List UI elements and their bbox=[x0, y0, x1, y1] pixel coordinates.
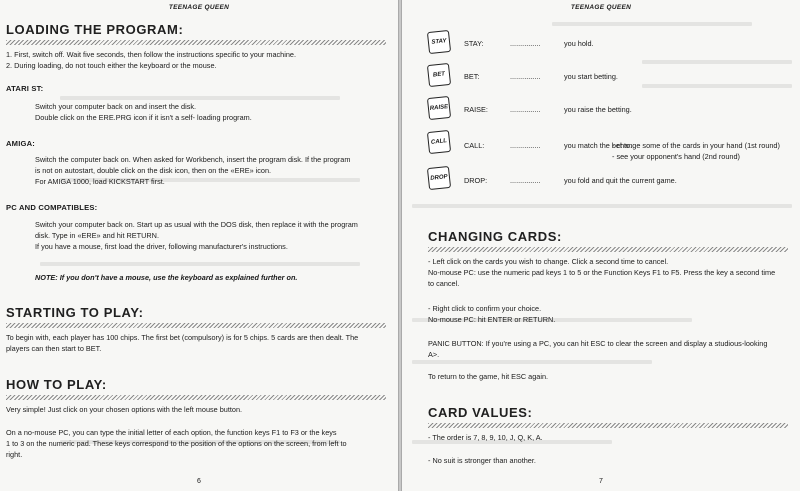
changing-line-2: No-mouse PC: use the numeric pad keys 1 to 5 or the Function Keys F1 to F5. Press the key a second time bbox=[428, 267, 776, 277]
starting-line-1: To begin with, each player has 100 chips. The first bet (compulsory) is for 5 chips. 5 cards are then dealt. The bbox=[6, 333, 359, 342]
option-name: BET: bbox=[464, 72, 480, 81]
show-through bbox=[552, 22, 752, 26]
values-suits: - No suit is stronger than another. bbox=[428, 456, 536, 465]
panic-text bbox=[428, 339, 798, 361]
running-head-left: TEENAGE QUEEN bbox=[168, 4, 230, 11]
show-through bbox=[642, 60, 792, 64]
raise-icon: RAISE bbox=[427, 96, 451, 120]
show-through bbox=[412, 204, 792, 208]
step-1: 1. First, switch off. Wait five seconds, then follow the instructions specific to your machine. bbox=[6, 50, 296, 59]
page-number-right: 7 bbox=[599, 478, 603, 485]
confirm-text bbox=[428, 304, 798, 326]
running-head-right: TEENAGE QUEEN bbox=[570, 4, 632, 11]
drop-icon: DROP bbox=[427, 166, 451, 190]
changing-line-5: No-mouse PC: hit ENTER or RETURN. bbox=[428, 314, 556, 324]
call-icon: CALL bbox=[427, 130, 451, 154]
atari-line-1: Switch your computer back on and insert the disk. bbox=[35, 102, 197, 111]
option-call bbox=[464, 141, 632, 150]
option-desc: you fold and quit the current game. bbox=[564, 176, 677, 185]
return-text: To return to the game, hit ESC again. bbox=[428, 372, 549, 381]
changing-line-6: PANIC BUTTON: If you're using a PC, you can hit ESC to clear the screen and display a studious-looking bbox=[428, 339, 768, 348]
right-page bbox=[402, 0, 800, 491]
page-number-left: 6 bbox=[197, 478, 201, 485]
option-desc: you match the bet to: bbox=[564, 141, 633, 150]
option-name: STAY: bbox=[464, 39, 484, 48]
option-drop bbox=[464, 176, 677, 185]
how-intro: Very simple! Just click on your chosen options with the left mouse button. bbox=[6, 405, 243, 414]
option-name: DROP: bbox=[464, 176, 488, 185]
show-through bbox=[412, 360, 652, 364]
atari-line-2: Double click on the ERE.PRG icon if it isn't a self- loading program. bbox=[35, 112, 252, 122]
hatched-rule bbox=[6, 395, 386, 400]
heading-atari: ATARI ST: bbox=[6, 84, 44, 93]
option-dots: ............... bbox=[510, 39, 541, 48]
option-bet bbox=[464, 72, 618, 81]
option-dots: ............... bbox=[510, 105, 541, 114]
pc-line-1b: disk. Type in «ERE» and hit RETURN. bbox=[35, 230, 159, 240]
how-line-1: On a no-mouse PC, you can type the initial letter of each option, the function keys F1 to F3 or the keys bbox=[6, 428, 337, 437]
hatched-rule bbox=[6, 40, 386, 45]
atari-instructions bbox=[35, 102, 385, 124]
pc-instructions bbox=[35, 220, 390, 252]
option-dots: ............... bbox=[510, 176, 541, 185]
amiga-line-1b: is not on autostart, double click on the disk icon, then on the «ERE» icon. bbox=[35, 165, 272, 175]
heading-amiga: AMIGA: bbox=[6, 139, 36, 148]
option-name: CALL: bbox=[464, 141, 485, 150]
section-title-starting: STARTING TO PLAY: bbox=[6, 305, 144, 320]
hatched-rule bbox=[428, 247, 788, 252]
left-page bbox=[0, 0, 398, 491]
mouse-note: NOTE: If you don't have a mouse, use the keyboard as explained further on. bbox=[35, 273, 298, 282]
call-extra-2: - see your opponent's hand (2nd round) bbox=[612, 152, 740, 161]
option-desc: you start betting. bbox=[564, 72, 618, 81]
pc-line-2: If you have a mouse, first load the driver, following manufacturer's instructions. bbox=[35, 241, 288, 251]
changing-line-3: to cancel. bbox=[428, 278, 460, 288]
option-dots: ............... bbox=[510, 141, 541, 150]
option-stay bbox=[464, 39, 594, 48]
option-dots: ............... bbox=[510, 72, 541, 81]
how-line-2: 1 to 3 on the numeric pad. These keys correspond to the position of the options on the screen, from left to bbox=[6, 438, 347, 448]
values-order: - The order is 7, 8, 9, 10, J, Q, K, A. bbox=[428, 433, 543, 442]
stay-icon: STAY bbox=[427, 30, 451, 54]
option-desc: you raise the betting. bbox=[564, 105, 632, 114]
call-extra-1: - change some of the cards in your hand (1st round) bbox=[612, 141, 780, 150]
heading-pc: PC AND COMPATIBLES: bbox=[6, 203, 98, 212]
show-through bbox=[60, 96, 340, 100]
how-no-mouse bbox=[6, 428, 391, 460]
amiga-line-1a: Switch the computer back on. When asked for Workbench, insert the program disk. If the program bbox=[35, 155, 351, 164]
changing-line-4: - Right click to confirm your choice. bbox=[428, 304, 542, 313]
hatched-rule bbox=[6, 323, 386, 328]
section-title-loading: LOADING THE PROGRAM: bbox=[6, 22, 184, 37]
amiga-instructions bbox=[35, 155, 390, 187]
hatched-rule bbox=[428, 423, 788, 428]
section-title-how-to-play: HOW TO PLAY: bbox=[6, 377, 107, 392]
changing-line-1: - Left click on the cards you wish to change. Click a second time to cancel. bbox=[428, 257, 669, 266]
changing-text bbox=[428, 257, 798, 289]
section-title-changing-cards: CHANGING CARDS: bbox=[428, 229, 562, 244]
how-line-3: right. bbox=[6, 449, 23, 459]
loading-steps bbox=[6, 50, 391, 72]
pc-line-1a: Switch your computer back on. Start up as usual with the DOS disk, then replace it with the program bbox=[35, 220, 358, 229]
bet-icon: BET bbox=[427, 63, 451, 87]
show-through bbox=[642, 84, 792, 88]
option-desc: you hold. bbox=[564, 39, 594, 48]
section-title-card-values: CARD VALUES: bbox=[428, 405, 533, 420]
starting-line-2: players can then start to BET. bbox=[6, 343, 102, 353]
show-through bbox=[40, 262, 360, 266]
option-name: RAISE: bbox=[464, 105, 488, 114]
step-2: 2. During loading, do not touch either the keyboard or the mouse. bbox=[6, 60, 217, 70]
amiga-line-2: For AMIGA 1000, load KICKSTART first. bbox=[35, 176, 165, 186]
option-raise bbox=[464, 105, 632, 114]
starting-text bbox=[6, 333, 391, 355]
changing-line-7: A>. bbox=[428, 349, 440, 359]
